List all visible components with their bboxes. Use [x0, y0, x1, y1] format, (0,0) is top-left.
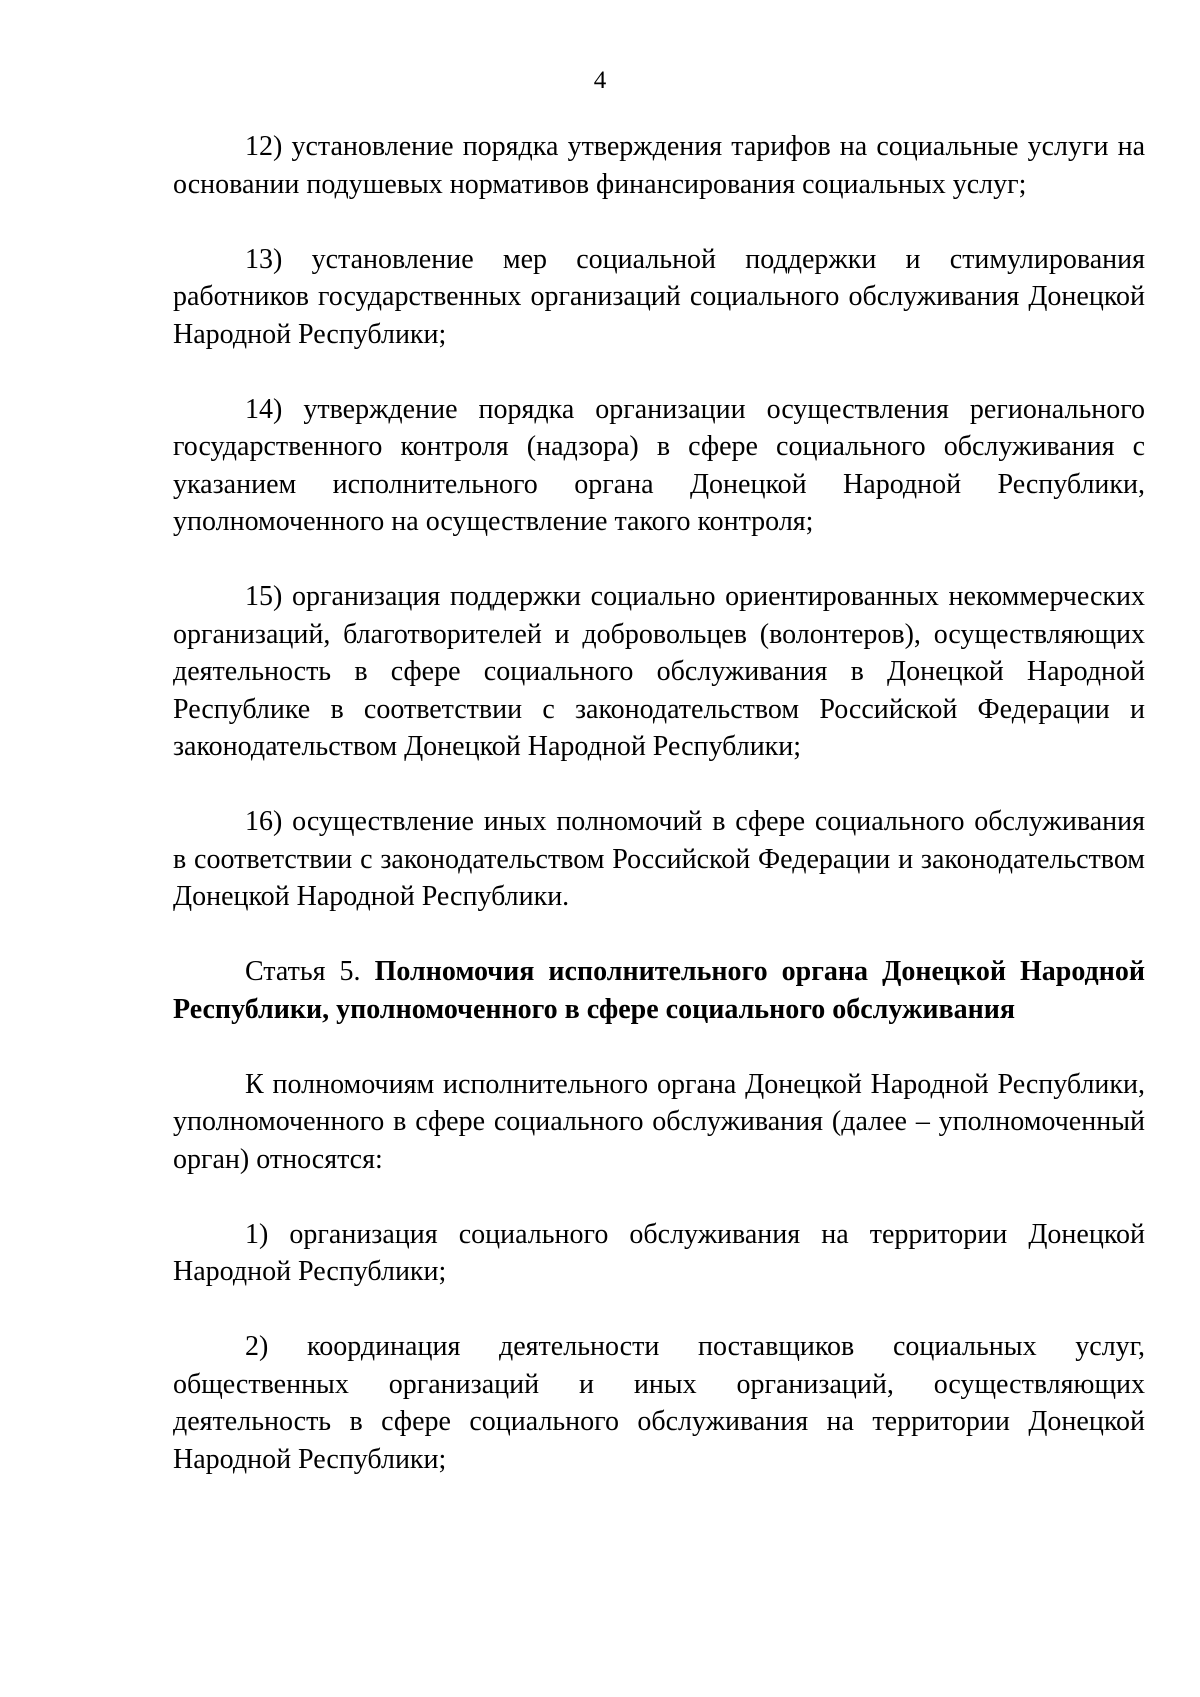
article-heading [173, 953, 1145, 1028]
paragraph-item-12: 12) установление порядка утверждения тарифов на социальные услуги на основании подушевых нормативов финансирования социальных услуг; [173, 131, 1145, 200]
article-prefix: Статья 5. [245, 956, 361, 987]
paragraph-item-2: 2) координация деятельности поставщиков социальных услуг, общественных организаций и иных организаций, осуществляющих деятельность в сфере социального обслуживания на территории Донецкой Народной Республики; [173, 1331, 1145, 1475]
article-title: Полномочия исполнительного органа Донецкой Народной Республики, уполномоченного в сфере социального обслуживания [173, 956, 1145, 1025]
paragraph-item-14: 14) утверждение порядка организации осуществления регионального государственного контроля (надзора) в сфере социального обслуживания с указанием исполнительного органа Донецкой Народной Республики, уполномоченного на осуществление такого контроля; [173, 393, 1145, 537]
paragraph-item-1: 1) организация социального обслуживания на территории Донецкой Народной Республики; [173, 1218, 1145, 1287]
paragraph-item-13: 13) установление мер социальной поддержки и стимулирования работников государственных организаций социального обслуживания Донецкой Народной Республики; [173, 243, 1145, 350]
paragraph-item-16: 16) осуществление иных полномочий в сфере социального обслуживания в соответствии с законодательством Российской Федерации и законодательством Донецкой Народной Республики. [173, 806, 1145, 912]
page-number: 4 [593, 67, 607, 94]
document-body [173, 128, 1145, 1516]
paragraph-intro: К полномочиям исполнительного органа Донецкой Народной Республики, уполномоченного в сфере социального обслуживания (далее – уполномоченный орган) относятся: [173, 1068, 1145, 1175]
paragraph-item-15: 15) организация поддержки социально ориентированных некоммерческих организаций, благотворителей и добровольцев (волонтеров), осуществляющих деятельность в сфере социального обслуживания в Донецкой Народной Республике в соответствии с законодательством Российской Федерации и законодательством Донецкой Народной Республики; [173, 581, 1145, 762]
